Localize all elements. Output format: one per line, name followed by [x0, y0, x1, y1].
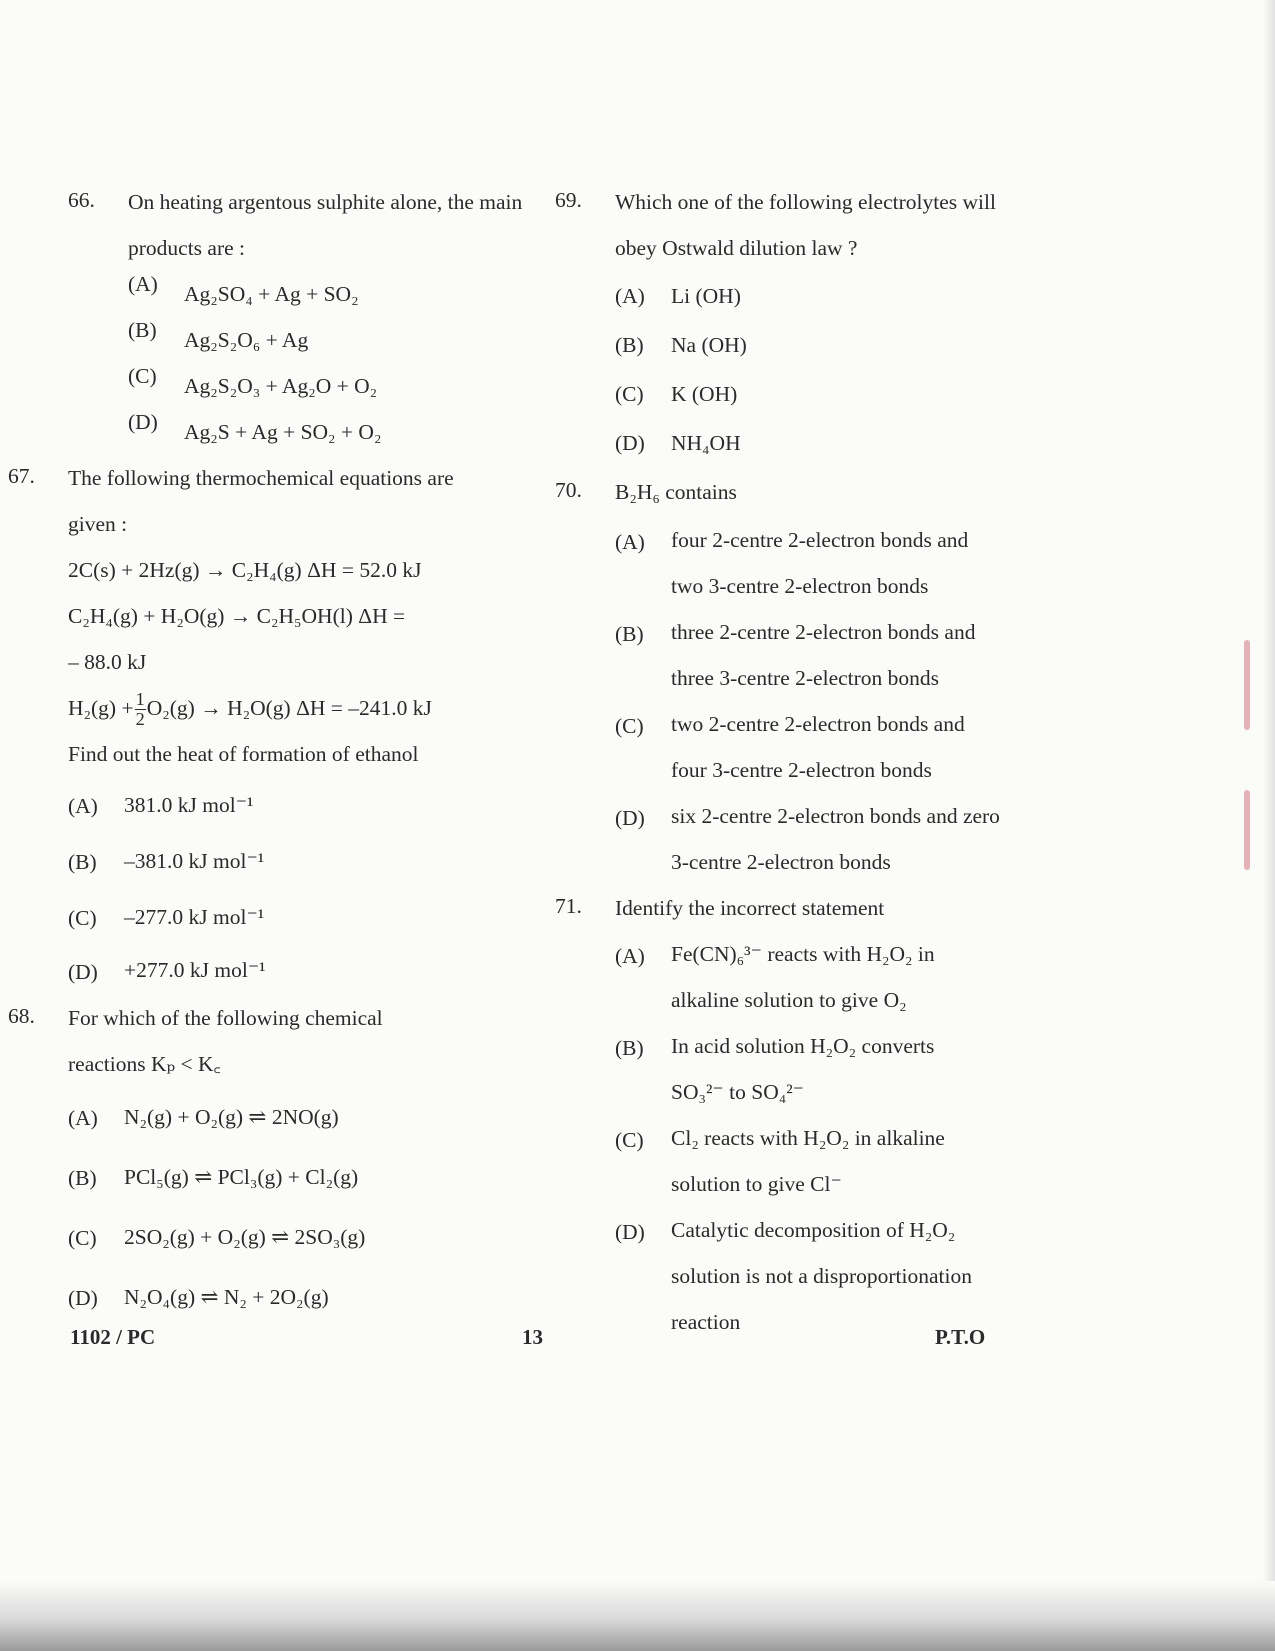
- option-c: (C) –277.0 kJ mol⁻¹: [68, 905, 265, 930]
- question-stem: obey Ostwald dilution law ?: [615, 236, 858, 261]
- option-b: (B) Ag₂S₂O₆ + Ag: [128, 318, 309, 353]
- please-turn-over: P.T.O: [935, 1325, 986, 1349]
- option-c: (C) two 2-centre 2-electron bonds and four 3-centre 2-electron bonds: [615, 712, 965, 783]
- question-67: [8, 456, 548, 996]
- right-column: [555, 180, 1045, 1346]
- option-b: (B) PCl₅(g) ⇌ PCl₃(g) + Cl₂(g): [68, 1165, 359, 1190]
- fraction-one-half: $\frac{1}{2}$: [135, 689, 145, 729]
- option-a: (A) Fe(CN)₆³⁻ reacts with H₂O₂ in alkaline solution to give O₂: [615, 942, 935, 1013]
- option-a: (A) N₂(g) + O₂(g) ⇌ 2NO(g): [68, 1105, 339, 1130]
- question-70: [555, 468, 1045, 886]
- option-b: (B) Na (OH): [615, 332, 747, 357]
- question-number: 66.: [68, 188, 95, 212]
- option-d: (D) +277.0 kJ mol⁻¹: [68, 958, 266, 984]
- red-ink-mark: [1244, 640, 1250, 730]
- equation-1: 2C(s) + 2Hz(g) → C₂H₄(g) ΔH = 52.0 kJ: [68, 558, 422, 583]
- option-a: (A) Li (OH): [615, 283, 741, 308]
- option-a: (A) Ag₂SO₄ + Ag + SO₂: [128, 272, 359, 307]
- option-d: (D) Catalytic decomposition of H₂O₂ solution is not a disproportionation reaction: [615, 1218, 972, 1335]
- left-column: [8, 180, 548, 1328]
- question-stem: given :: [68, 512, 128, 537]
- red-ink-mark: [1244, 790, 1250, 870]
- question-66: [68, 180, 548, 456]
- option-b: (B) three 2-centre 2-electron bonds and three 3-centre 2-electron bonds: [615, 620, 976, 691]
- question-71: [555, 886, 1045, 1346]
- option-c: (C) Ag₂S₂O₃ + Ag₂O + O₂: [128, 364, 378, 399]
- equation-2: C₂H₄(g) + H₂O(g) → C₂H₅OH(l) ΔH =: [68, 604, 406, 629]
- equation-3: H₂(g) + $\frac{1}{2}$ O₂(g) → H₂O(g) ΔH = –241.0 kJ: [68, 689, 432, 729]
- question-stem: Identify the incorrect statement: [615, 896, 885, 921]
- question-number: 67.: [8, 464, 35, 488]
- option-d: (D) Ag₂S + Ag + SO₂ + O₂: [128, 410, 382, 445]
- question-number: 68.: [8, 1004, 35, 1028]
- page-number: 13: [522, 1325, 543, 1349]
- question-stem: Which one of the following electrolytes will: [615, 190, 996, 215]
- option-c: (C) 2SO₂(g) + O₂(g) ⇌ 2SO₃(g): [68, 1225, 366, 1250]
- option-c: (C) K (OH): [615, 381, 738, 406]
- option-b: (B) In acid solution H₂O₂ converts SO₃²⁻ to SO₄²⁻: [615, 1034, 935, 1105]
- question-stem: The following thermochemical equations are: [68, 466, 454, 491]
- question-stem: On heating argentous sulphite alone, the main: [128, 190, 523, 215]
- page-right-edge: [1263, 0, 1275, 1651]
- option-d: (D) NH₄OH: [615, 430, 741, 455]
- question-number: 71.: [555, 894, 582, 918]
- paper-code: 1102 / PC: [70, 1325, 156, 1349]
- option-a: (A) four 2-centre 2-electron bonds and two 3-centre 2-electron bonds: [615, 528, 969, 599]
- question-stem: B₂H₆ contains: [615, 480, 737, 505]
- question-number: 70.: [555, 478, 582, 502]
- option-d: (D) N₂O₄(g) ⇌ N₂ + 2O₂(g): [68, 1285, 329, 1310]
- question-number: 69.: [555, 188, 582, 212]
- option-b: (B) –381.0 kJ mol⁻¹: [68, 849, 265, 874]
- option-d: (D) six 2-centre 2-electron bonds and zero 3-centre 2-electron bonds: [615, 804, 1000, 875]
- scan-shadow: [0, 1581, 1275, 1651]
- question-prompt: Find out the heat of formation of ethanol: [68, 742, 419, 767]
- question-stem: For which of the following chemical: [68, 1006, 383, 1031]
- equation-2-value: – 88.0 kJ: [68, 650, 147, 675]
- option-c: (C) Cl₂ reacts with H₂O₂ in alkaline solution to give Cl⁻: [615, 1126, 945, 1197]
- option-a: (A) 381.0 kJ mol⁻¹: [68, 793, 254, 818]
- question-68: [8, 996, 548, 1328]
- question-stem: reactions Kₚ < K꜀: [68, 1052, 221, 1077]
- question-69: [555, 180, 1045, 468]
- question-stem: products are :: [128, 236, 246, 261]
